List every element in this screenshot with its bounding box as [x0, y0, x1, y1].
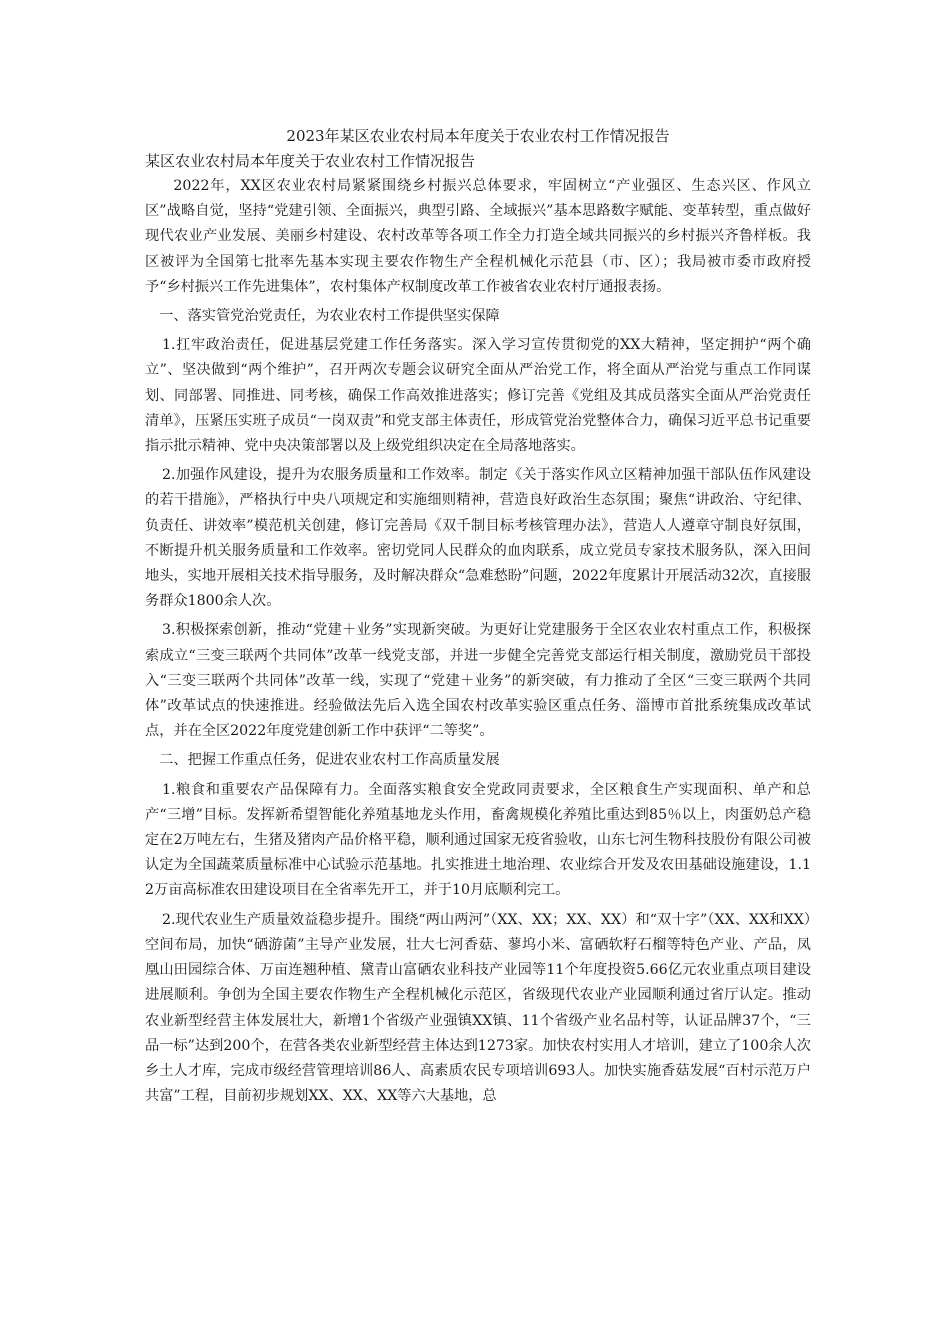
section-1-paragraph-1: 1.扛牢政治责任，促进基层党建工作任务落实。深入学习宣传贯彻党的XX大精神，坚定拥护“两个确立”、坚决做到“两个维护”，召开两次专题会议研究全面从严治党工作，将全面从严治党与重点工作同谋划、同部署、同推进、同考核，确保工作高效推进落实；修订完善《党组及其成员落实全面从严治党责任清单》，压紧压实班子成员“一岗双责”和党支部主体责任，形成管党治党整体合力，确保习近平总书记重要指示批示精神、党中央决策部署以及上级党组织决定在全局落地落实。 — [145, 337, 811, 455]
document-subtitle: 某区农业农村局本年度关于农业农村工作情况报告 — [145, 152, 476, 170]
document-page — [145, 124, 811, 1109]
intro-paragraph: 2022年，XX区农业农村局紧紧围绕乡村振兴总体要求，牢固树立“产业强区、生态兴区、作风立区”战略自觉，坚持“党建引领、全面振兴，典型引路、全域振兴”基本思路数字赋能、变革转型，重点做好现代农业产业发展、美丽乡村建设、农村改革等各项工作全力打造全域共同振兴的乡村振兴齐鲁样板。我区被评为全国第七批率先基本实现主要农作物生产全程机械化示范县（市、区）；我局被市委市政府授予“乡村振兴工作先进集体”，农村集体产权制度改革工作被省农业农村厅通报表扬。 — [145, 178, 811, 295]
section-1-heading: 一、落实管党治党责任，为农业农村工作提供坚实保障 — [159, 308, 500, 325]
section-1-paragraph-3: 3.积极探索创新，推动“党建＋业务”实现新突破。为更好让党建服务于全区农业农村重点工作，积极探索成立“三变三联两个共同体”改革一线党支部，并进一步健全完善党支部运行相关制度，激励党员干部投入“三变三联两个共同体”改革一线，实现了“党建＋业务”的新突破，有力推动了全区“三变三联两个共同体”改革试点的快速推进。经验做法先后入选全国农村改革实验区重点任务、淄博市首批系统集成改革试点，并在全区2022年度党建创新工作中获评“二等奖”。 — [145, 622, 811, 740]
section-2-heading: 二、把握工作重点任务，促进农业农村工作高质量发展 — [159, 752, 500, 769]
section-1-paragraph-2: 2.加强作风建设，提升为农服务质量和工作效率。制定《关于落实作风立区精神加强干部队伍作风建设的若干措施》，严格执行中央八项规定和实施细则精神，营造良好政治生态氛围；聚焦“讲政治、守纪律、负责任、讲效率”模范机关创建，修订完善局《双千制目标考核管理办法》，营造人人遵章守制良好氛围，不断提升机关服务质量和工作效率。密切党同人民群众的血肉联系，成立党员专家技术服务队，深入田间地头，实地开展相关技术指导服务，及时解决群众“急难愁盼”问题，2022年度累计开展活动32次，直接服务群众1800余人次。 — [145, 467, 811, 610]
section-2-paragraph-1: 1.粮食和重要农产品保障有力。全面落实粮食安全党政同责要求，全区粮食生产实现面积、单产和总产“三增”目标。发挥新希望智能化养殖基地龙头作用，畜禽规模化养殖比重达到85％以上，肉蛋奶总产稳定在2万吨左右，生猪及猪肉产品价格平稳，顺利通过国家无疫省验收，山东七河生物科技股份有限公司被认定为全国蔬菜质量标准中心试验示范基地。扎实推进土地治理、农业综合开发及农田基础设施建设，1.12万亩高标准农田建设项目在全省率先开工，并于10月底顺利完工。 — [145, 781, 811, 899]
document-title: 2023年某区农业农村局本年度关于农业农村工作情况报告 — [286, 127, 670, 145]
section-2-paragraph-2: 2.现代农业生产质量效益稳步提升。围绕“两山两河”（XX、XX；XX、XX）和“双十字”（XX、XX和XX）空间布局，加快“硒游菌”主导产业发展，壮大七河香菇、蓼坞小米、富硒软籽石榴等特色产业、产品，凤凰山田园综合体、万亩连翘种植、黛青山富硒农业科技产业园等11个年度投资5.66亿元农业重点项目建设进展顺利。争创为全国主要农作物生产全程机械化示范区，省级现代农业产业园顺利通过省厅认定。推动农业新型经营主体发展壮大，新增1个省级产业强镇XX镇、11个省级产业名品村等，认证品牌37个，“三品一标”达到200个，在营各类农业新型经营主体达到1273家。加快农村实用人才培训，建立了100余人次乡土人才库，完成市级经营管理培训86人、高素质农民专项培训693人。加快实施香菇发展“百村示范万户共富”工程，目前初步规划XX、XX、XX等六大基地，总 — [145, 911, 811, 1105]
